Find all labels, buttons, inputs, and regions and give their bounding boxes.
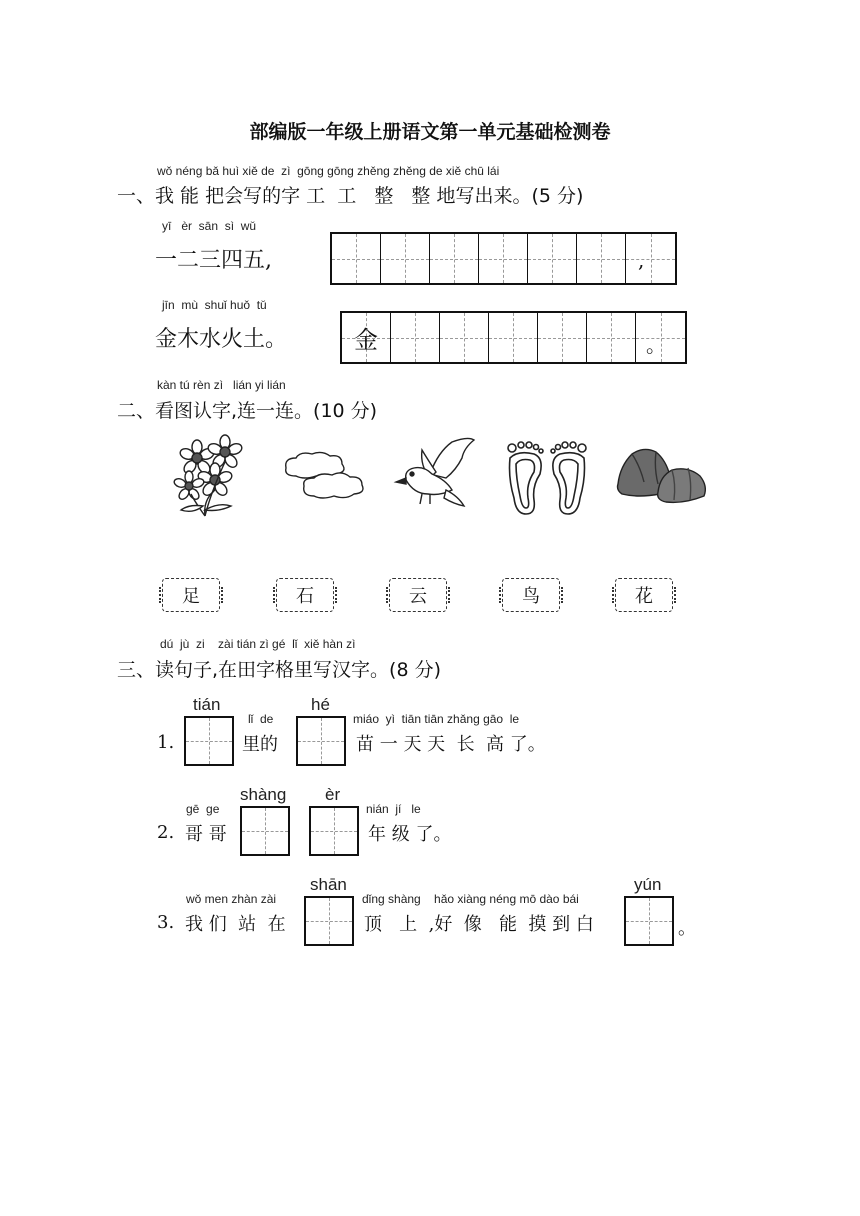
s1-box2-pinyin: hé: [311, 695, 330, 714]
row1-text: 一二三四五,: [155, 248, 272, 273]
card-character: 云: [409, 586, 427, 607]
word-card[interactable]: [162, 578, 220, 612]
grid-cell[interactable]: [332, 234, 381, 283]
s3-pre-text: 我 们 站 在: [185, 914, 286, 935]
grid-cell-example: 金: [342, 313, 391, 362]
grid-cell[interactable]: [528, 234, 577, 283]
grid-cell[interactable]: [479, 234, 528, 283]
s2-pre-pinyin: gē ge: [186, 802, 220, 816]
card-character: 花: [635, 586, 653, 607]
s1-mid-pinyin: lǐ de: [248, 712, 274, 726]
tianzige-box[interactable]: [624, 896, 674, 946]
section2-heading: 二、看图认字,连一连。(10 分): [117, 400, 378, 422]
section1-heading: 一、我 能 把会写的字 工 工 整 整 地写出来。(5 分): [117, 185, 584, 207]
row2-text: 金木水火土。: [155, 327, 288, 352]
word-card[interactable]: [276, 578, 334, 612]
tianzige-box[interactable]: [309, 806, 359, 856]
card-character: 鸟: [522, 586, 540, 607]
row2-pinyin: jīn mù shuǐ huǒ tǔ: [162, 298, 267, 312]
flower-picture: [175, 432, 245, 518]
grid-cell[interactable]: [577, 234, 626, 283]
cloud-picture: [280, 450, 366, 500]
s3-mid-pinyin: dǐng shàng hǎo xiàng néng mō dào bái: [362, 892, 579, 906]
tianzige-box[interactable]: [184, 716, 234, 766]
section1-pinyin: wǒ néng bǎ huì xiě de zì gōng gōng zhěng zhěng de xiě chū lái: [157, 164, 500, 178]
tianzige-box[interactable]: [240, 806, 290, 856]
section3-heading: 三、读句子,在田字格里写汉字。(8 分): [117, 659, 441, 681]
feet-picture: [500, 438, 594, 518]
grid-cell[interactable]: [538, 313, 587, 362]
grid-cell[interactable]: [430, 234, 479, 283]
s2-box2-pinyin: èr: [325, 785, 341, 804]
grid-cell-comma: ,: [626, 234, 675, 283]
grid-cell-period: 。: [636, 313, 685, 362]
s3-mid-text: 顶 上 ,好 像 能 摸 到 白: [364, 914, 594, 935]
s3-box2-pinyin: yún: [634, 875, 662, 894]
grid-cell[interactable]: [587, 313, 636, 362]
s1-mid-text: 里的: [242, 734, 278, 755]
s1-box1-pinyin: tián: [193, 695, 221, 714]
tianzige-box[interactable]: [296, 716, 346, 766]
grid-cell[interactable]: [440, 313, 489, 362]
grid-cell[interactable]: [381, 234, 430, 283]
sentence3-number: 3.: [157, 912, 175, 933]
writing-grid-row2[interactable]: [340, 311, 687, 364]
word-card[interactable]: [502, 578, 560, 612]
stone-picture: [614, 444, 710, 506]
page-title: 部编版一年级上册语文第一单元基础检测卷: [249, 121, 611, 143]
word-card[interactable]: [615, 578, 673, 612]
row1-pinyin: yī èr sān sì wǔ: [162, 219, 257, 233]
s3-end-text: 。: [678, 918, 696, 939]
s1-end-text: 苗 一 天 天 长 高 了。: [356, 734, 546, 755]
word-card[interactable]: [389, 578, 447, 612]
s2-box1-pinyin: shàng: [240, 785, 287, 804]
tianzige-box[interactable]: [304, 896, 354, 946]
card-character: 足: [182, 586, 200, 607]
s1-end-pinyin: miáo yì tiān tiān zhǎng gāo le: [353, 712, 520, 726]
s2-end-pinyin: nián jí le: [366, 802, 421, 816]
writing-grid-row1[interactable]: [330, 232, 677, 285]
sentence2-number: 2.: [157, 822, 175, 843]
grid-cell[interactable]: [489, 313, 538, 362]
s3-pre-pinyin: wǒ men zhàn zài: [186, 892, 277, 906]
grid-cell[interactable]: [391, 313, 440, 362]
section2-pinyin: kàn tú rèn zì lián yi lián: [157, 378, 286, 392]
s2-pre-text: 哥 哥: [185, 824, 227, 845]
section3-pinyin: dú jù zi zài tián zì gé lǐ xiě hàn zì: [160, 637, 356, 651]
s2-end-text: 年 级 了。: [368, 824, 452, 845]
s3-box1-pinyin: shān: [310, 875, 347, 894]
bird-picture: [390, 436, 476, 516]
sentence1-number: 1.: [157, 732, 175, 753]
card-character: 石: [296, 586, 314, 607]
